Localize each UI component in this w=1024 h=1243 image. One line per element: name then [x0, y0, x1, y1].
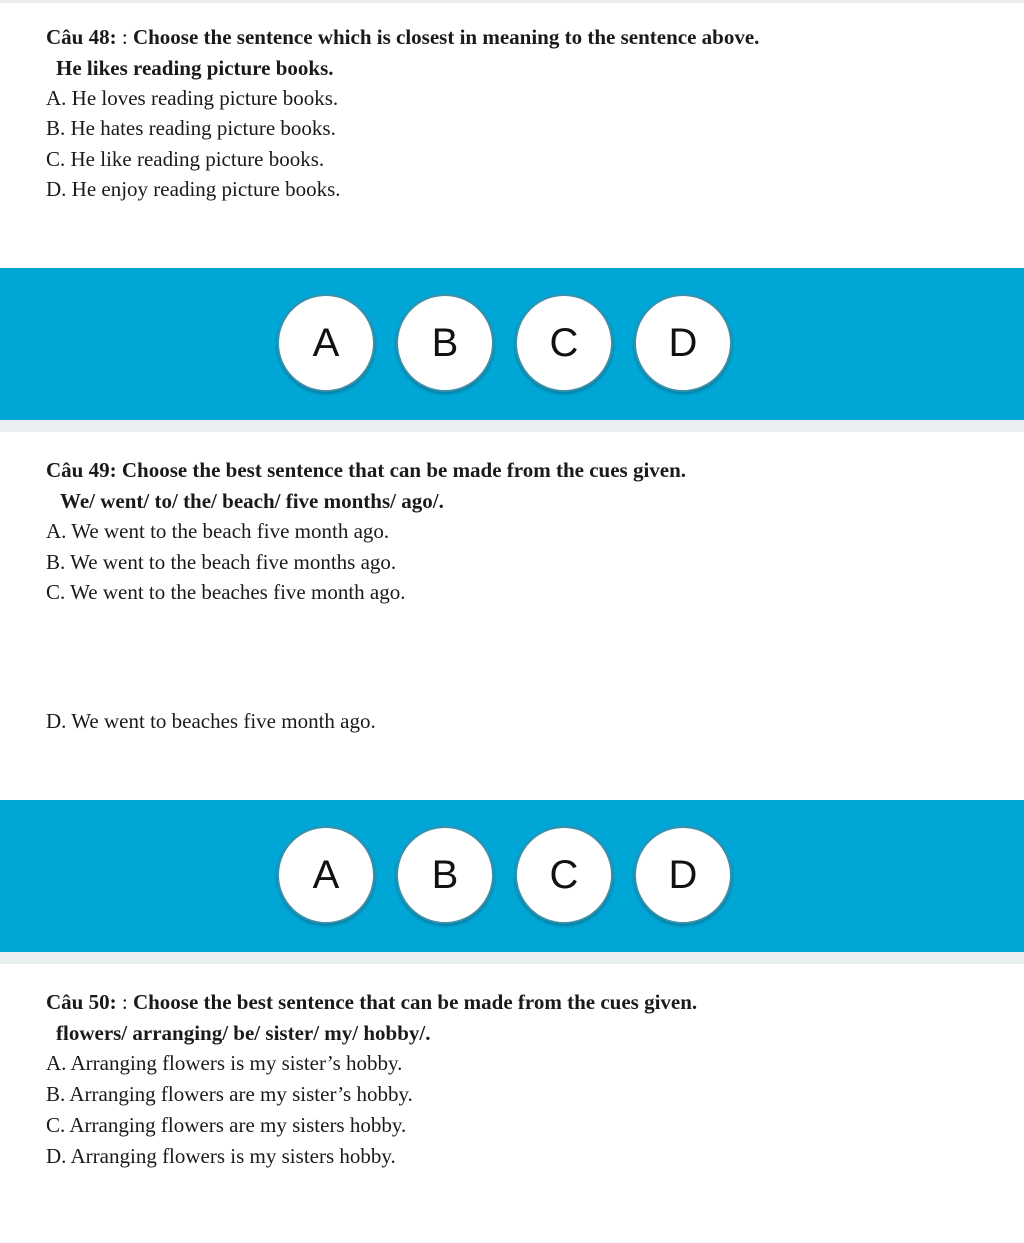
answer-button-a[interactable]: A — [277, 826, 375, 924]
question-heading — [46, 25, 759, 49]
option-c: C. Arranging flowers are my sisters hobby. — [46, 1113, 407, 1137]
question-heading — [46, 458, 686, 482]
option-b: B. Arranging flowers are my sister’s hobby. — [46, 1082, 413, 1106]
question-cue: He likes reading picture books. — [56, 56, 334, 80]
question-separator: : — [121, 25, 128, 49]
question-number: Câu 48: — [46, 25, 117, 49]
option-a: A. We went to the beach five month ago. — [46, 519, 390, 543]
question-prompt: Choose the sentence which is closest in meaning to the sentence above. — [132, 25, 760, 49]
answer-button-b[interactable]: B — [396, 294, 494, 392]
option-d: D. We went to beaches five month ago. — [46, 709, 376, 733]
answer-panel — [0, 268, 1024, 420]
option-a: A. He loves reading picture books. — [46, 86, 339, 110]
question-prompt: Choose the best sentence that can be made from the cues given. — [121, 458, 687, 482]
option-d: D. Arranging flowers is my sisters hobby. — [46, 1144, 396, 1168]
answer-button-c[interactable]: C — [515, 826, 613, 924]
option-b: B. We went to the beach five months ago. — [46, 550, 397, 574]
question-separator: : — [121, 990, 128, 1014]
answer-button-c[interactable]: C — [515, 294, 613, 392]
answer-panel — [0, 800, 1024, 952]
answer-button-b[interactable]: B — [396, 826, 494, 924]
option-c: C. He like reading picture books. — [46, 147, 325, 171]
answer-button-d[interactable]: D — [634, 826, 732, 924]
question-number: Câu 49: — [46, 458, 117, 482]
question-heading — [46, 990, 697, 1014]
question-prompt: Choose the best sentence that can be made from the cues given. — [132, 990, 698, 1014]
option-b: B. He hates reading picture books. — [46, 116, 336, 140]
option-a: A. Arranging flowers is my sister’s hobby. — [46, 1051, 403, 1075]
question-number: Câu 50: — [46, 990, 117, 1014]
question-cue: flowers/ arranging/ be/ sister/ my/ hobby/. — [56, 1021, 431, 1045]
top-divider — [0, 0, 1024, 3]
question-cue: We/ went/ to/ the/ beach/ five months/ ago/. — [60, 489, 444, 513]
answer-button-a[interactable]: A — [277, 294, 375, 392]
option-c: C. We went to the beaches five month ago. — [46, 580, 406, 604]
answer-button-d[interactable]: D — [634, 294, 732, 392]
option-d: D. He enjoy reading picture books. — [46, 177, 341, 201]
section-divider — [0, 420, 1024, 432]
section-divider — [0, 952, 1024, 964]
